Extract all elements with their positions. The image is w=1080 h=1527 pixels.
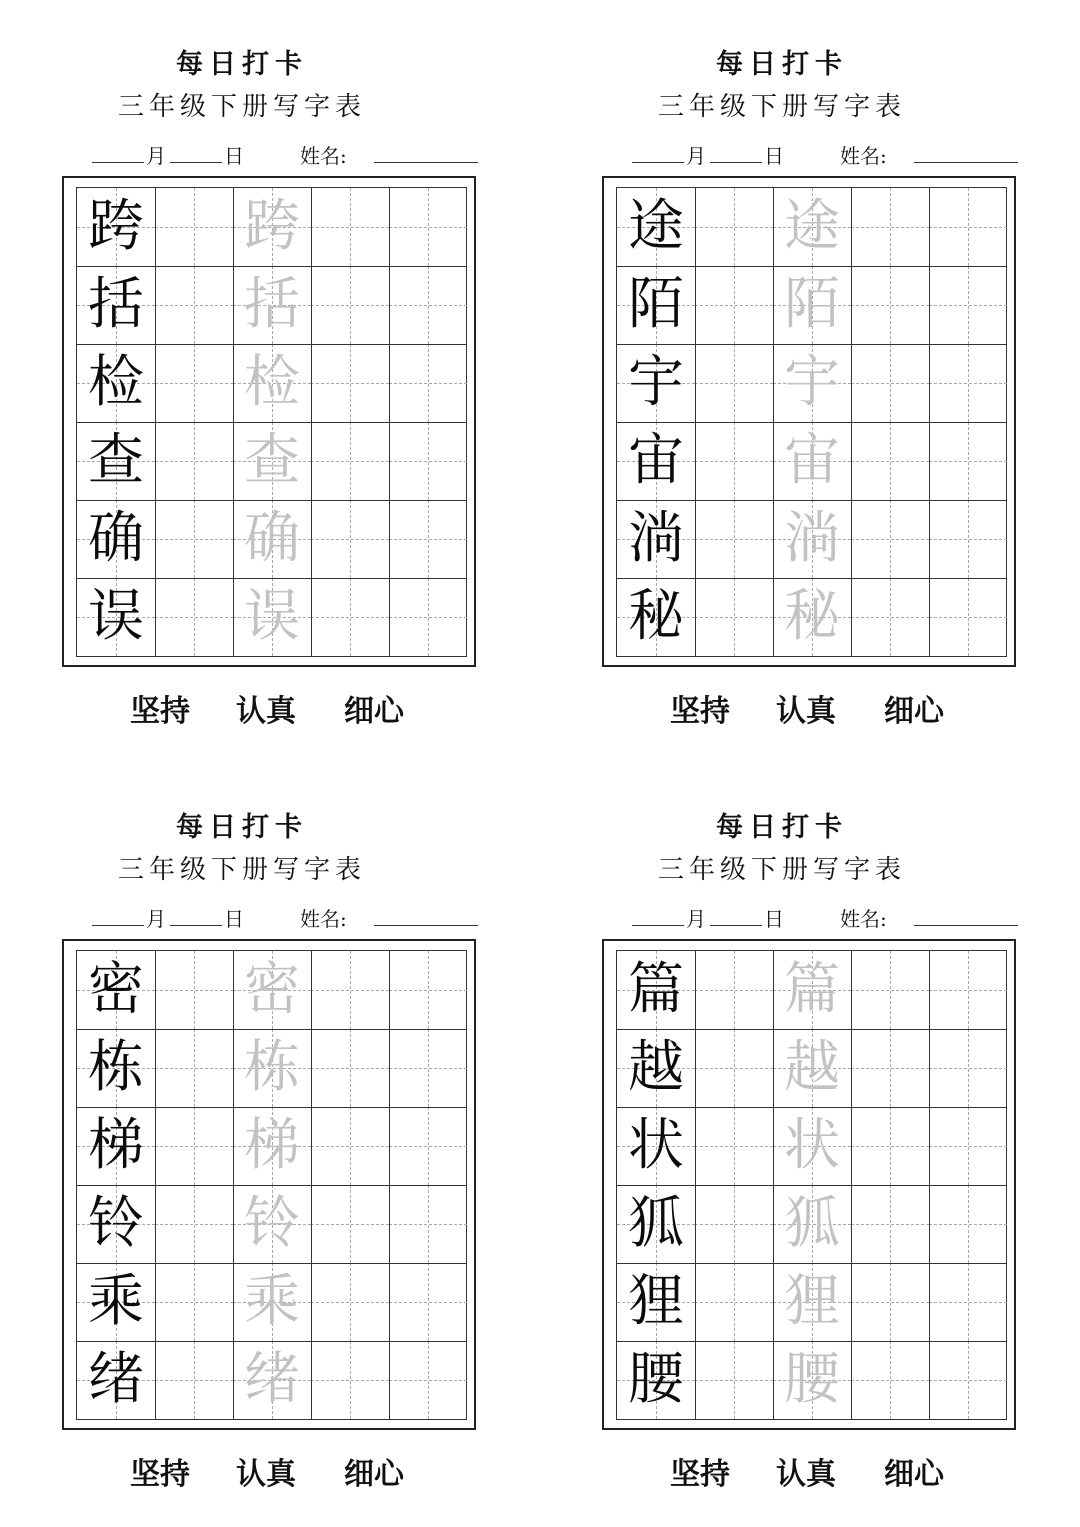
tian-cell[interactable]: [389, 500, 467, 578]
grid-row-line: [617, 500, 1006, 501]
tian-cell[interactable]: [77, 422, 155, 500]
grid-row-line: [617, 266, 1006, 267]
motto-word: 坚持: [670, 694, 730, 729]
grid-row: [617, 1185, 1008, 1263]
grid-frame: [62, 176, 476, 667]
grid-row-line: [77, 266, 466, 267]
card-title: 每日打卡: [176, 49, 308, 80]
motto-word: 认真: [776, 694, 836, 729]
tian-cell[interactable]: [233, 422, 311, 500]
grid-row: [617, 422, 1008, 500]
trace-character: 狸: [784, 1269, 840, 1334]
model-character: 栋: [88, 1035, 144, 1100]
tian-cell[interactable]: [695, 1263, 773, 1341]
tian-cell[interactable]: [695, 422, 773, 500]
tian-cell[interactable]: [929, 1263, 1007, 1341]
tian-cell[interactable]: [695, 500, 773, 578]
trace-character: 宇: [784, 350, 840, 415]
tian-cell[interactable]: [77, 344, 155, 422]
tian-cell[interactable]: [389, 1185, 467, 1263]
tian-cell[interactable]: [311, 1263, 389, 1341]
model-character: 检: [88, 350, 144, 415]
tian-cell[interactable]: [851, 951, 929, 1029]
grid-row: [617, 344, 1008, 422]
grid-row-line: [77, 1341, 466, 1342]
grid-row-line: [77, 578, 466, 579]
model-character: 宙: [628, 428, 684, 493]
tian-cell[interactable]: [929, 1185, 1007, 1263]
tian-cell[interactable]: [695, 1341, 773, 1419]
tian-cell[interactable]: [851, 344, 929, 422]
tian-cell[interactable]: [773, 266, 851, 344]
tian-cell[interactable]: [389, 578, 467, 656]
trace-character: 越: [784, 1035, 840, 1100]
day-blank[interactable]: [170, 162, 222, 163]
grid-row-line: [617, 1107, 1006, 1108]
trace-character: 误: [244, 584, 300, 649]
trace-character: 查: [244, 428, 300, 493]
motto-word: 坚持: [130, 694, 190, 729]
tian-cell[interactable]: [773, 578, 851, 656]
tian-cell[interactable]: [695, 1029, 773, 1107]
trace-character: 确: [244, 506, 300, 571]
tian-cell[interactable]: [617, 422, 695, 500]
model-character: 误: [88, 584, 144, 649]
tian-cell[interactable]: [233, 1185, 311, 1263]
day-label: 日: [224, 144, 244, 168]
grid-row-line: [77, 422, 466, 423]
tian-cell[interactable]: [695, 1185, 773, 1263]
name-label: 姓名:: [840, 144, 887, 168]
tian-cell[interactable]: [617, 578, 695, 656]
tian-cell[interactable]: [617, 266, 695, 344]
tian-cell[interactable]: [851, 1029, 929, 1107]
tian-cell[interactable]: [155, 1107, 233, 1185]
tian-cell[interactable]: [929, 188, 1007, 266]
tian-cell[interactable]: [155, 344, 233, 422]
model-character: 越: [628, 1035, 684, 1100]
grid-row-line: [77, 1029, 466, 1030]
tian-cell[interactable]: [929, 500, 1007, 578]
tian-cell[interactable]: [851, 422, 929, 500]
tian-cell[interactable]: [77, 951, 155, 1029]
motto-word: 细心: [344, 1457, 404, 1492]
tian-cell[interactable]: [311, 1029, 389, 1107]
tian-cell[interactable]: [77, 1185, 155, 1263]
trace-character: 乘: [244, 1269, 300, 1334]
grid-row: [617, 951, 1008, 1029]
trace-character: 铃: [244, 1191, 300, 1256]
day-label: 日: [224, 907, 244, 931]
tian-cell[interactable]: [617, 1185, 695, 1263]
tian-cell[interactable]: [773, 951, 851, 1029]
grid-row: [77, 1341, 468, 1419]
trace-character: 检: [244, 350, 300, 415]
grid-row: [77, 578, 468, 656]
tian-cell[interactable]: [851, 1185, 929, 1263]
tian-cell[interactable]: [851, 1341, 929, 1419]
tian-cell[interactable]: [929, 951, 1007, 1029]
grid-row: [617, 188, 1008, 266]
trace-character: 绪: [244, 1347, 300, 1412]
tian-cell[interactable]: [311, 500, 389, 578]
trace-character: 途: [784, 194, 840, 259]
grid-row: [77, 1185, 468, 1263]
tian-cell[interactable]: [851, 578, 929, 656]
writing-grid: [76, 187, 467, 657]
tian-cell[interactable]: [617, 1341, 695, 1419]
tian-cell[interactable]: [773, 1341, 851, 1419]
name-label: 姓名:: [300, 144, 347, 168]
tian-cell[interactable]: [929, 1029, 1007, 1107]
tian-cell[interactable]: [773, 1107, 851, 1185]
tian-cell[interactable]: [155, 266, 233, 344]
tian-cell[interactable]: [77, 188, 155, 266]
tian-cell[interactable]: [773, 188, 851, 266]
grid-row-line: [617, 1263, 1006, 1264]
tian-cell[interactable]: [389, 1029, 467, 1107]
tian-cell[interactable]: [389, 266, 467, 344]
tian-cell[interactable]: [929, 1107, 1007, 1185]
practice-card-3: [22, 763, 462, 1503]
tian-cell[interactable]: [155, 1185, 233, 1263]
tian-cell[interactable]: [389, 344, 467, 422]
card-subtitle: 三年级下册写字表: [657, 92, 906, 122]
trace-character: 狐: [784, 1191, 840, 1256]
writing-grid: [616, 950, 1007, 1420]
model-character: 途: [628, 194, 684, 259]
model-character: 宇: [628, 350, 684, 415]
tian-cell[interactable]: [233, 500, 311, 578]
tian-cell[interactable]: [311, 344, 389, 422]
trace-character: 淌: [784, 506, 840, 571]
tian-cell[interactable]: [695, 1107, 773, 1185]
tian-cell[interactable]: [155, 1029, 233, 1107]
tian-cell[interactable]: [155, 1263, 233, 1341]
practice-card-4: [562, 763, 1002, 1503]
grid-row: [617, 1341, 1008, 1419]
model-character: 查: [88, 428, 144, 493]
tian-cell[interactable]: [773, 1185, 851, 1263]
model-character: 淌: [628, 506, 684, 571]
tian-cell[interactable]: [311, 422, 389, 500]
card-title: 每日打卡: [176, 812, 308, 843]
card-title: 每日打卡: [716, 812, 848, 843]
tian-cell[interactable]: [695, 951, 773, 1029]
month-blank[interactable]: [632, 162, 684, 163]
grid-row-line: [77, 500, 466, 501]
tian-cell[interactable]: [77, 578, 155, 656]
name-label: 姓名:: [840, 907, 887, 931]
grid-row-line: [77, 1185, 466, 1186]
grid-frame: [62, 939, 476, 1430]
tian-cell[interactable]: [617, 1107, 695, 1185]
grid-frame: [602, 176, 1016, 667]
tian-cell[interactable]: [851, 1263, 929, 1341]
grid-row: [617, 500, 1008, 578]
writing-grid: [76, 950, 467, 1420]
tian-cell[interactable]: [233, 951, 311, 1029]
day-label: 日: [764, 144, 784, 168]
motto-word: 细心: [344, 694, 404, 729]
grid-row: [77, 500, 468, 578]
model-character: 梯: [88, 1113, 144, 1178]
grid-row-line: [617, 1341, 1006, 1342]
model-character: 绪: [88, 1347, 144, 1412]
trace-character: 腰: [784, 1347, 840, 1412]
grid-frame: [602, 939, 1016, 1430]
tian-cell[interactable]: [695, 266, 773, 344]
grid-row-line: [617, 1029, 1006, 1030]
tian-cell[interactable]: [851, 188, 929, 266]
tian-cell[interactable]: [773, 1263, 851, 1341]
model-character: 确: [88, 506, 144, 571]
motto-word: 认真: [776, 1457, 836, 1492]
trace-character: 秘: [784, 584, 840, 649]
card-subtitle: 三年级下册写字表: [657, 855, 906, 885]
motto-word: 细心: [884, 694, 944, 729]
date-name-line: [22, 901, 462, 931]
month-label: 月: [146, 144, 166, 168]
model-character: 状: [628, 1113, 684, 1178]
grid-row-line: [617, 422, 1006, 423]
grid-row: [617, 1107, 1008, 1185]
tian-cell[interactable]: [389, 1107, 467, 1185]
tian-cell[interactable]: [773, 500, 851, 578]
tian-cell[interactable]: [155, 951, 233, 1029]
model-character: 狸: [628, 1269, 684, 1334]
writing-grid: [616, 187, 1007, 657]
card-subtitle: 三年级下册写字表: [117, 92, 366, 122]
month-blank[interactable]: [92, 162, 144, 163]
tian-cell[interactable]: [389, 1263, 467, 1341]
trace-character: 密: [244, 957, 300, 1022]
name-blank[interactable]: [374, 925, 478, 926]
trace-character: 跨: [244, 194, 300, 259]
card-subtitle: 三年级下册写字表: [117, 855, 366, 885]
trace-character: 括: [244, 272, 300, 337]
name-label: 姓名:: [300, 907, 347, 931]
tian-cell[interactable]: [617, 500, 695, 578]
tian-cell[interactable]: [695, 188, 773, 266]
trace-character: 状: [784, 1113, 840, 1178]
tian-cell[interactable]: [773, 1029, 851, 1107]
name-blank[interactable]: [914, 925, 1018, 926]
motto-word: 细心: [884, 1457, 944, 1492]
practice-card-1: [22, 0, 462, 740]
tian-cell[interactable]: [155, 1341, 233, 1419]
tian-cell[interactable]: [155, 188, 233, 266]
model-character: 密: [88, 957, 144, 1022]
grid-row-line: [77, 1107, 466, 1108]
trace-character: 梯: [244, 1113, 300, 1178]
trace-character: 宙: [784, 428, 840, 493]
tian-cell[interactable]: [617, 951, 695, 1029]
practice-card-2: [562, 0, 1002, 740]
trace-character: 栋: [244, 1035, 300, 1100]
tian-cell[interactable]: [233, 578, 311, 656]
motto-word: 坚持: [670, 1457, 730, 1492]
model-character: 篇: [628, 957, 684, 1022]
grid-row: [77, 266, 468, 344]
month-blank[interactable]: [92, 925, 144, 926]
tian-cell[interactable]: [311, 266, 389, 344]
tian-cell[interactable]: [851, 1107, 929, 1185]
tian-cell[interactable]: [155, 422, 233, 500]
trace-character: 篇: [784, 957, 840, 1022]
tian-cell[interactable]: [695, 344, 773, 422]
tian-cell[interactable]: [311, 1185, 389, 1263]
grid-row: [77, 1107, 468, 1185]
model-character: 跨: [88, 194, 144, 259]
motto-word: 坚持: [130, 1457, 190, 1492]
tian-cell[interactable]: [929, 578, 1007, 656]
motto-word: 认真: [236, 694, 296, 729]
motto-word: 认真: [236, 1457, 296, 1492]
tian-cell[interactable]: [617, 1029, 695, 1107]
model-character: 铃: [88, 1191, 144, 1256]
tian-cell[interactable]: [77, 1029, 155, 1107]
grid-row-line: [77, 344, 466, 345]
grid-row: [617, 1029, 1008, 1107]
tian-cell[interactable]: [233, 266, 311, 344]
model-character: 秘: [628, 584, 684, 649]
tian-cell[interactable]: [389, 422, 467, 500]
tian-cell[interactable]: [851, 266, 929, 344]
grid-row: [77, 1263, 468, 1341]
tian-cell[interactable]: [929, 1341, 1007, 1419]
month-blank[interactable]: [632, 925, 684, 926]
date-name-line: [562, 138, 1002, 168]
date-name-line: [562, 901, 1002, 931]
tian-cell[interactable]: [311, 188, 389, 266]
tian-cell[interactable]: [233, 1341, 311, 1419]
grid-row: [617, 266, 1008, 344]
model-character: 乘: [88, 1269, 144, 1334]
model-character: 括: [88, 272, 144, 337]
model-character: 狐: [628, 1191, 684, 1256]
tian-cell[interactable]: [773, 344, 851, 422]
tian-cell[interactable]: [233, 188, 311, 266]
tian-cell[interactable]: [311, 1341, 389, 1419]
grid-row: [617, 1263, 1008, 1341]
model-character: 陌: [628, 272, 684, 337]
tian-cell[interactable]: [311, 951, 389, 1029]
grid-row: [617, 578, 1008, 656]
grid-row-line: [617, 578, 1006, 579]
month-label: 月: [686, 144, 706, 168]
tian-cell[interactable]: [617, 188, 695, 266]
tian-cell[interactable]: [155, 500, 233, 578]
tian-cell[interactable]: [77, 266, 155, 344]
tian-cell[interactable]: [233, 1107, 311, 1185]
grid-row: [77, 1029, 468, 1107]
tian-cell[interactable]: [233, 344, 311, 422]
tian-cell[interactable]: [929, 344, 1007, 422]
grid-row-line: [77, 1263, 466, 1264]
tian-cell[interactable]: [617, 344, 695, 422]
grid-row: [77, 188, 468, 266]
tian-cell[interactable]: [155, 578, 233, 656]
tian-cell[interactable]: [77, 1107, 155, 1185]
tian-cell[interactable]: [389, 188, 467, 266]
tian-cell[interactable]: [695, 578, 773, 656]
grid-row-line: [617, 1185, 1006, 1186]
trace-character: 陌: [784, 272, 840, 337]
day-blank[interactable]: [170, 925, 222, 926]
grid-row: [77, 344, 468, 422]
day-blank[interactable]: [710, 925, 762, 926]
tian-cell[interactable]: [77, 500, 155, 578]
card-title: 每日打卡: [716, 49, 848, 80]
tian-cell[interactable]: [389, 951, 467, 1029]
day-label: 日: [764, 907, 784, 931]
grid-row-line: [617, 344, 1006, 345]
tian-cell[interactable]: [233, 1029, 311, 1107]
tian-cell[interactable]: [851, 500, 929, 578]
grid-row: [77, 951, 468, 1029]
date-name-line: [22, 138, 462, 168]
tian-cell[interactable]: [77, 1263, 155, 1341]
tian-cell[interactable]: [311, 578, 389, 656]
name-blank[interactable]: [914, 162, 1018, 163]
month-label: 月: [146, 907, 166, 931]
tian-cell[interactable]: [311, 1107, 389, 1185]
tian-cell[interactable]: [617, 1263, 695, 1341]
model-character: 腰: [628, 1347, 684, 1412]
tian-cell[interactable]: [233, 1263, 311, 1341]
tian-cell[interactable]: [77, 1341, 155, 1419]
month-label: 月: [686, 907, 706, 931]
tian-cell[interactable]: [929, 422, 1007, 500]
tian-cell[interactable]: [389, 1341, 467, 1419]
name-blank[interactable]: [374, 162, 478, 163]
tian-cell[interactable]: [773, 422, 851, 500]
day-blank[interactable]: [710, 162, 762, 163]
tian-cell[interactable]: [929, 266, 1007, 344]
grid-row: [77, 422, 468, 500]
